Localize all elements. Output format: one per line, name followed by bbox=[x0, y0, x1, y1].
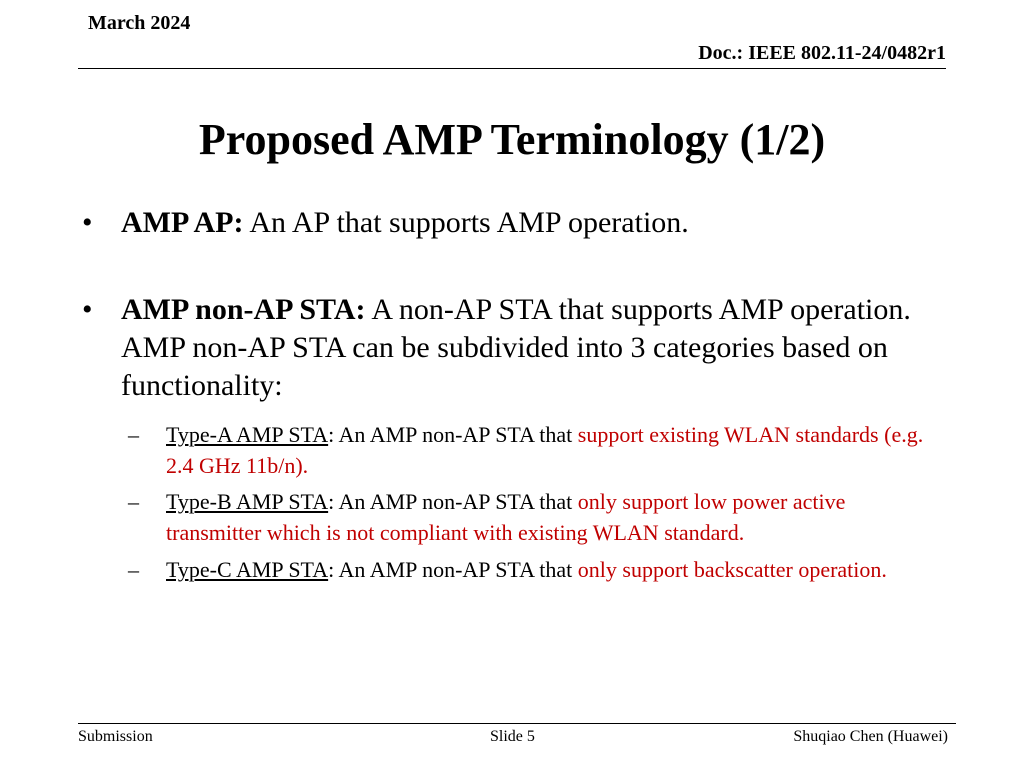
subbullet-body bbox=[166, 419, 928, 481]
subbullet-text: : An AMP non-AP STA that bbox=[328, 489, 578, 514]
subbullet-body bbox=[166, 554, 928, 585]
subbullet-term: Type-A AMP STA bbox=[166, 422, 329, 447]
footer-divider bbox=[78, 723, 956, 724]
subbullet-term: Type-B AMP STA bbox=[166, 489, 329, 514]
footer-slide-number: Slide 5 bbox=[490, 728, 535, 745]
subbullet-highlight: only support backscatter operation. bbox=[577, 557, 887, 582]
bullet-text: A non-AP STA that supports AMP operation. AMP non-AP STA can be subdivided into 3 categories based on functionality: bbox=[121, 293, 911, 402]
header-doc-number: Doc.: IEEE 802.11-24/0482r1 bbox=[698, 42, 946, 64]
bullet-marker: • bbox=[82, 293, 93, 326]
header-divider bbox=[78, 68, 946, 69]
subbullet-marker: – bbox=[128, 557, 139, 582]
subbullet-text: : An AMP non-AP STA that bbox=[328, 422, 578, 447]
slide-title: Proposed AMP Terminology (1/2) bbox=[198, 115, 826, 164]
bullet-body bbox=[121, 204, 922, 242]
subbullet-type-b bbox=[128, 486, 928, 548]
bullet-text: An AP that supports AMP operation. bbox=[243, 206, 689, 239]
header-date: March 2024 bbox=[88, 12, 191, 34]
subbullet-body bbox=[166, 486, 928, 548]
bullet-amp-ap bbox=[82, 204, 922, 242]
bullet-amp-non-ap-sta bbox=[82, 291, 922, 405]
subbullet-marker: – bbox=[128, 489, 139, 514]
subbullet-highlight: support existing WLAN standards (e.g. 2.4 GHz 11b/n). bbox=[166, 422, 924, 478]
bullet-term: AMP AP: bbox=[121, 206, 244, 239]
bullet-term: AMP non-AP STA: bbox=[121, 293, 366, 326]
bullet-marker: • bbox=[82, 206, 93, 239]
subbullet-highlight: only support low power active transmitter which is not compliant with existing WLAN standard. bbox=[166, 489, 846, 545]
bullet-body bbox=[121, 291, 922, 405]
footer-submission: Submission bbox=[78, 728, 153, 745]
footer-author: Shuqiao Chen (Huawei) bbox=[793, 728, 948, 745]
subbullet-type-a bbox=[128, 419, 928, 481]
subbullet-term: Type-C AMP STA bbox=[166, 557, 329, 582]
subbullet-type-c bbox=[128, 554, 928, 585]
subbullet-marker: – bbox=[128, 422, 139, 447]
subbullet-text: : An AMP non-AP STA that bbox=[328, 557, 578, 582]
